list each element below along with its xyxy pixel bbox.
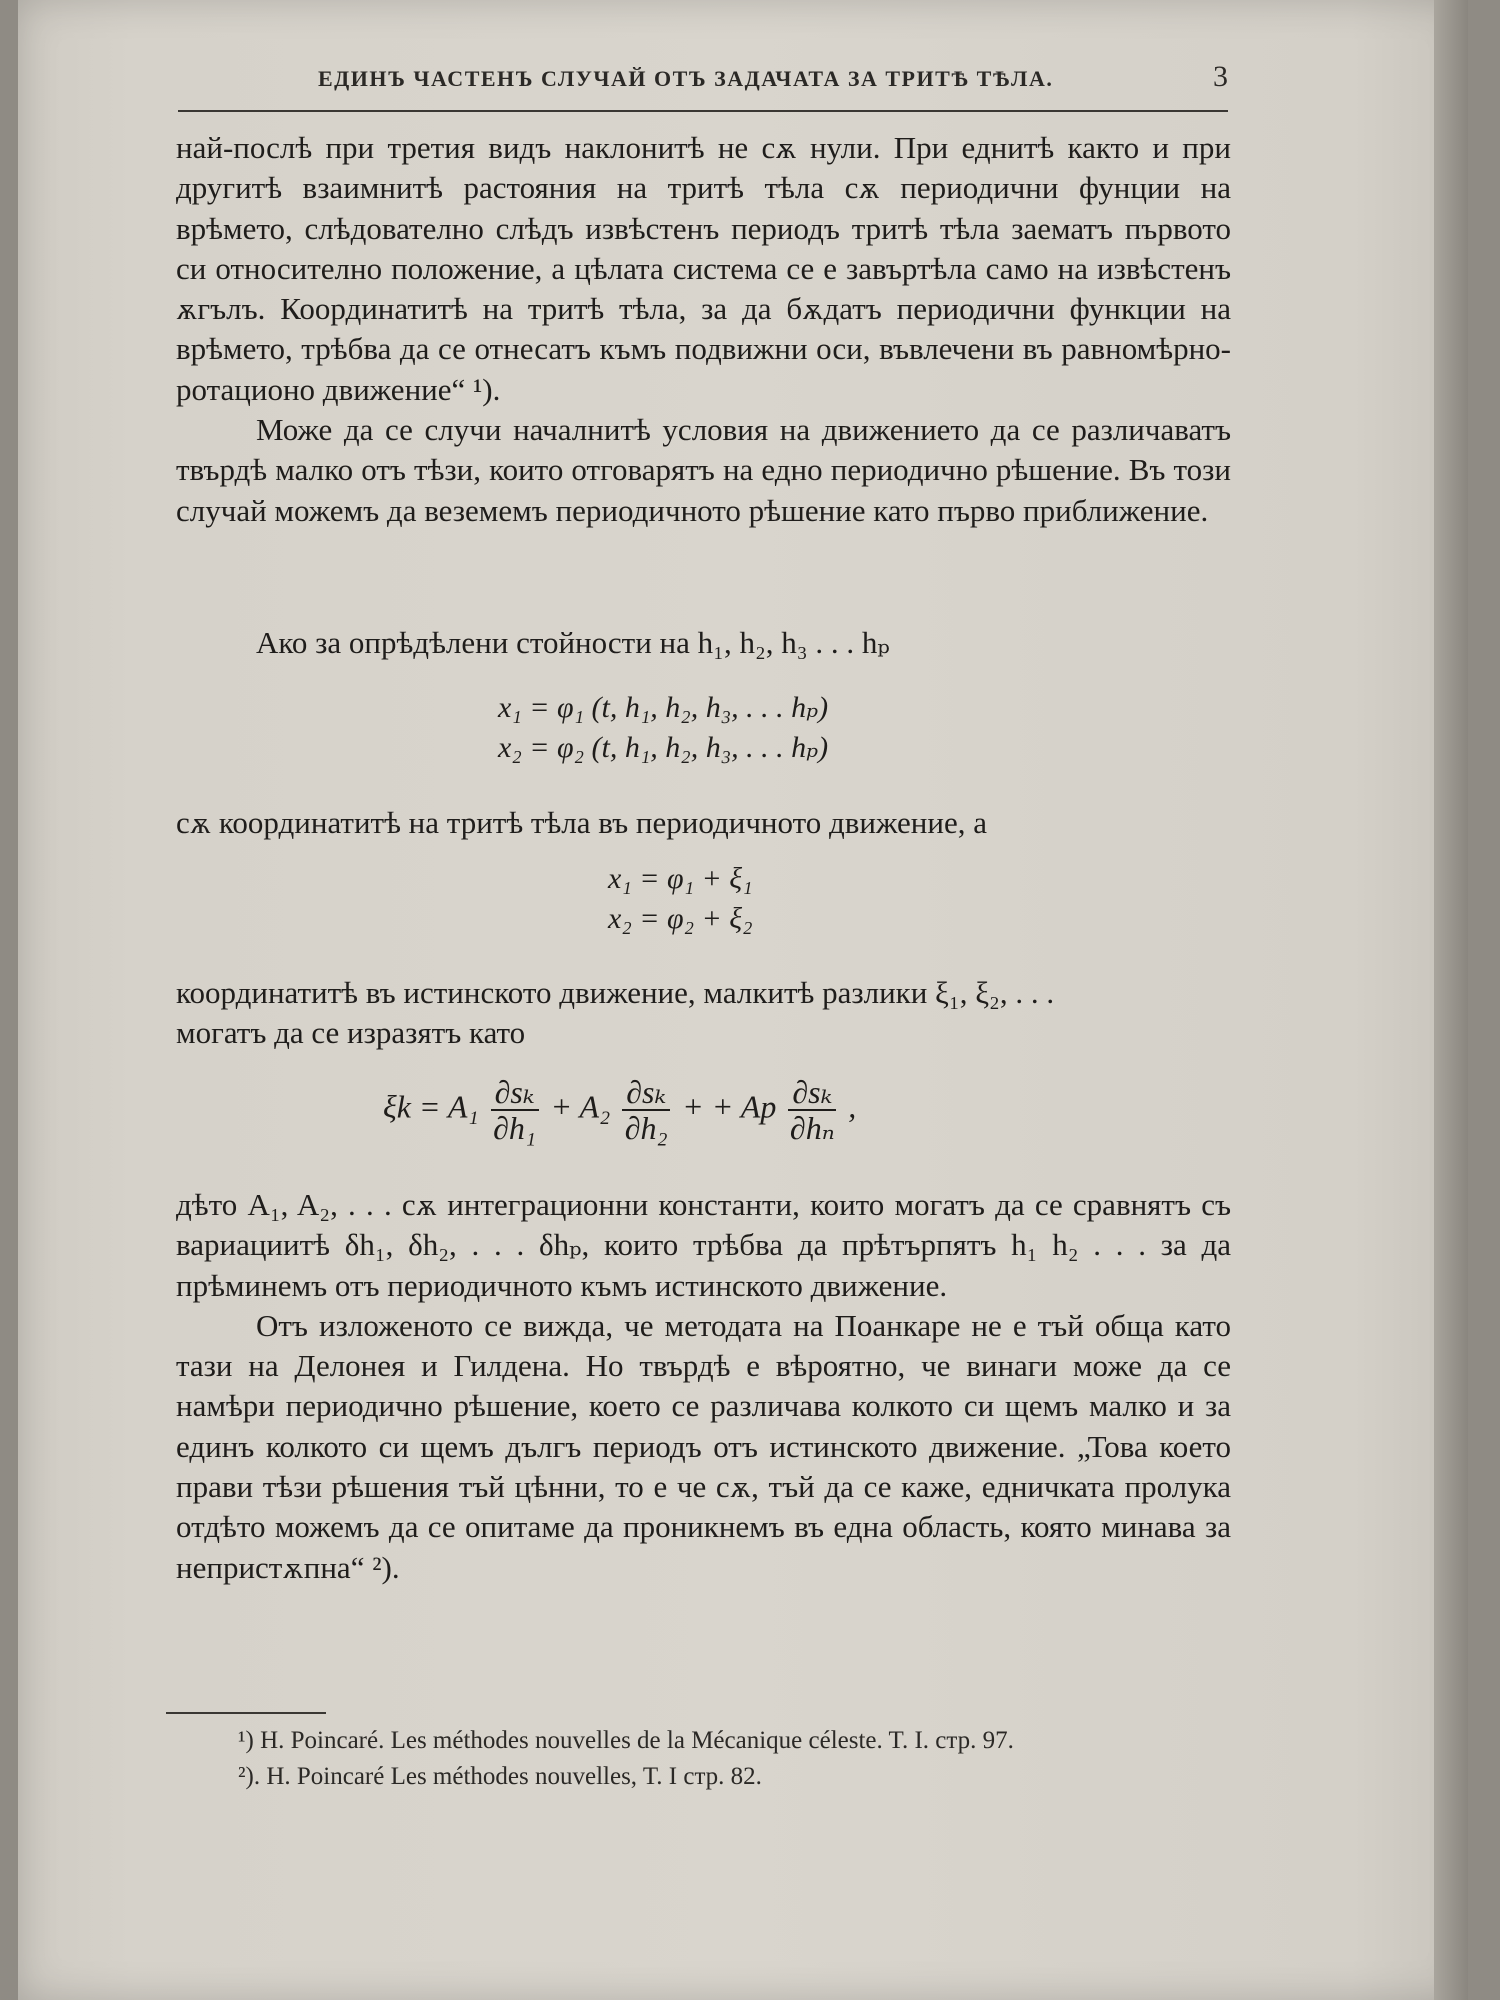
formula-true-2: x₂ = φ₂ + ξ₂ xyxy=(608,902,753,935)
book-page xyxy=(18,0,1468,2000)
formula-xi-expansion: ξk = A₁ $\frac{\text{∂sₖ}}{\text{∂h₁}}$ + A₂ $\frac{\text{∂sₖ}}{\text{∂h₂}}$ + + Ap $\frac{\text{∂sₖ}}{\text{∂hₙ}}$ , xyxy=(383,1074,857,1146)
footnote-2: ²). H. Poincaré Les méthodes nouvelles, T. I стр. 82. xyxy=(238,1763,762,1790)
paragraph-poincare-method: Отъ изложеното се вижда, че методата на Поанкаре не е тъй обща като тази на Делонея и Гилдена. Но твърдѣ е вѣроятно, че винаги може да се намѣри периодично рѣшение, което се различава колкото си щемъ малко и за единъ колкото си щемъ дългъ периодъ отъ истинското движение. „Това което прави тѣзи рѣшения тъй цѣнни, то е че сѫ, тъй да се каже, едничката пролука отдѣто можемъ да се опитаме да проникнемъ въ една область, която минава за непристѫпна“ ²). xyxy=(176,1307,1231,1585)
formula-periodic-1: x₁ = φ₁ (t, h₁, h₂, h₃, . . . hₚ) xyxy=(498,691,829,724)
formula-plus-1: + A₂ xyxy=(550,1088,611,1125)
line-koordinatite: координатитѣ въ истинското движение, малкитѣ разлики ξ₁, ξ₂, . . . xyxy=(176,975,1055,1010)
formula-plus-2: + + Ap xyxy=(682,1088,777,1125)
line-ako: Ако за опрѣдѣлени стойности на h₁, h₂, h₃ . . . hₚ xyxy=(256,625,890,660)
paragraph-deto: дѣто A₁, A₂, . . . сѫ интеграционни константи, които могатъ да се сравнятъ съ вариациитѣ δh₁, δh₂, . . . δhₚ, които трѣбва да прѣтърпятъ h₁ h₂ . . . за да прѣминемъ отъ периодичното къмъ истинското движение. xyxy=(176,1187,1231,1303)
formula-lhs: ξk = A₁ xyxy=(383,1088,479,1125)
formula-periodic-2: x₂ = φ₂ (t, h₁, h₂, h₃, . . . hₚ) xyxy=(498,731,829,764)
running-title: ЕДИНЪ ЧАСТЕНЪ СЛУЧАЙ ОТЪ ЗАДАЧАТА ЗА ТРИТѢ ТѢЛА. xyxy=(318,66,1054,91)
formula-true-1: x₁ = φ₁ + ξ₁ xyxy=(608,862,753,895)
line-sa: сѫ координатитѣ на тритѣ тѣла въ периодичното движение, а xyxy=(176,805,987,840)
footnote-rule xyxy=(166,1712,326,1714)
body-text-2 xyxy=(176,1185,1231,1588)
footnote-1: ¹) H. Poincaré. Les méthodes nouvelles de la Mécanique céleste. T. I. стр. 97. xyxy=(238,1727,1014,1754)
body-text xyxy=(176,128,1231,531)
page-edge xyxy=(1434,0,1468,2000)
paragraph-initial-conditions: Може да се случи началнитѣ условия на движението да се различаватъ твърдѣ малко отъ тѣзи, които отговарятъ на едно периодично рѣшение. Въ този случай можемъ да веземемъ периодичното рѣшение като първо приближение. xyxy=(176,412,1231,528)
page-number: 3 xyxy=(1213,60,1228,93)
fraction-1: $\frac{\text{∂sₖ}}{\text{∂h₁}}$ xyxy=(491,1075,539,1145)
paragraph-continuation: най-послѣ при третия видъ наклонитѣ не сѫ нули. При еднитѣ както и при другитѣ взаимнитѣ растояния на тритѣ тѣла сѫ периодични фунции на врѣмето, слѣдователно слѣдъ извѣстенъ периодъ тритѣ тѣла заематъ първото си относително положение, а цѣлата система се е завъртѣла само на извѣстенъ ѫгълъ. Координатитѣ на тритѣ тѣла, за да бѫдатъ периодични функции на врѣмето, трѣбва да се отнесатъ къмъ подвижни оси, въвлечени въ равномѣрно-ротационо движение“ ¹). xyxy=(176,130,1231,407)
running-header xyxy=(178,58,1228,112)
line-mogat: могатъ да се изразятъ като xyxy=(176,1015,526,1050)
fraction-3: $\frac{\text{∂sₖ}}{\text{∂hₙ}}$ xyxy=(789,1074,835,1146)
fraction-2: $\frac{\text{∂sₖ}}{\text{∂h₂}}$ xyxy=(622,1075,670,1145)
